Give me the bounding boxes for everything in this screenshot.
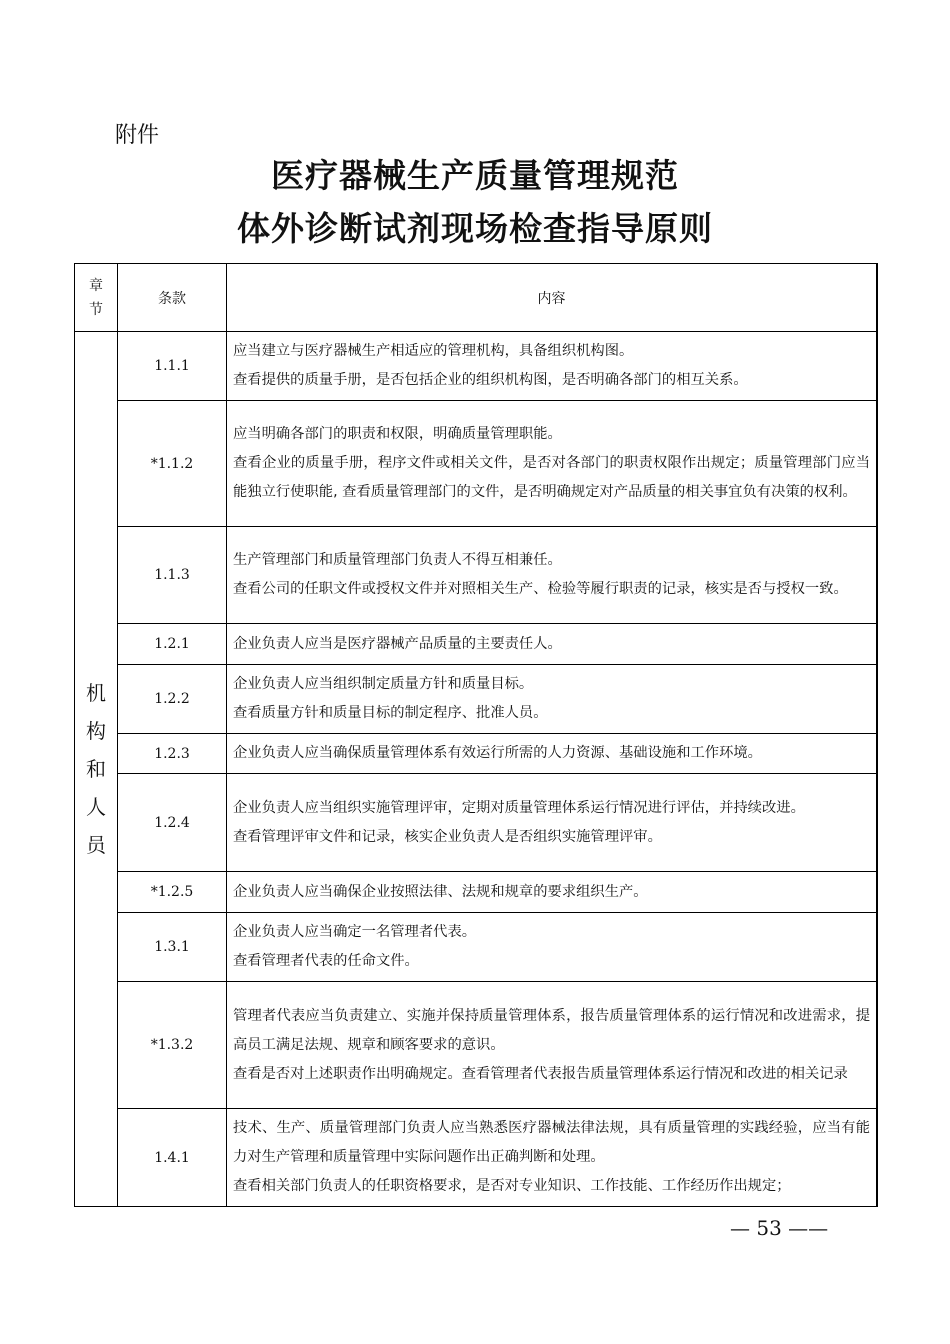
- header-chapter-char: 节: [89, 301, 103, 318]
- content-paragraph: 企业负责人应当组织制定质量方针和质量目标。: [233, 676, 534, 692]
- clause-cell: 1.2.4: [118, 774, 227, 872]
- content-paragraph: 应当建立与医疗器械生产相适应的管理机构，具备组织机构图。: [233, 343, 634, 359]
- header-chapter: [75, 264, 118, 332]
- header-clause: 条款: [118, 264, 227, 332]
- content-cell: [227, 624, 878, 665]
- page-number: — 53 ——: [730, 1216, 829, 1240]
- table-row: [75, 913, 878, 982]
- content-cell: [227, 401, 878, 527]
- chapter-char: 构: [86, 719, 106, 743]
- chapter-char: 人: [86, 795, 106, 819]
- content-cell: [227, 734, 878, 774]
- clause-cell: 1.1.1: [118, 332, 227, 401]
- content-paragraph: 生产管理部门和质量管理部门负责人不得互相兼任。: [233, 552, 562, 568]
- content-paragraph: 企业负责人应当组织实施管理评审，定期对质量管理体系运行情况进行评估，并持续改进。: [233, 799, 805, 816]
- attachment-label: 附件: [115, 123, 160, 148]
- content-cell: [227, 1109, 878, 1207]
- header-content: 内容: [227, 264, 878, 332]
- content-paragraph: 企业负责人应当确定一名管理者代表。: [233, 924, 477, 940]
- clause-cell: 1.1.3: [118, 527, 227, 624]
- content-paragraph: 技术、生产、质量管理部门负责人应当熟悉医疗器械法律法规，具有质量管理的实践经验，应当有能力对生产管理和质量管理中实际问题作出正确判断和处理。: [233, 1120, 870, 1165]
- table-header-row: [75, 264, 878, 332]
- content-paragraph: 查看管理者代表的任命文件。: [233, 953, 419, 969]
- clause-cell: 1.2.3: [118, 734, 227, 774]
- content-paragraph: 查看相关部门负责人的任职资格要求，是否对专业知识、工作技能、工作经历作出规定；: [233, 1178, 791, 1194]
- clause-cell: 1.2.2: [118, 665, 227, 734]
- content-paragraph: 应当明确各部门的职责和权限，明确质量管理职能。: [233, 426, 562, 442]
- content-paragraph: 查看质量方针和质量目标的制定程序、批准人员。: [233, 705, 548, 721]
- content-paragraph: 企业负责人应当是医疗器械产品质量的主要责任人。: [233, 635, 562, 652]
- clause-cell: *1.1.2: [118, 401, 227, 527]
- content-cell: [227, 527, 878, 624]
- table-row: [75, 1109, 878, 1207]
- table-row: [75, 665, 878, 734]
- content-paragraph: 企业负责人应当确保企业按照法律、法规和规章的要求组织生产。: [233, 883, 648, 900]
- chapter-char: 和: [86, 757, 106, 781]
- table-row: [75, 734, 878, 774]
- clause-cell: 1.4.1: [118, 1109, 227, 1207]
- inspection-table: [74, 263, 878, 1207]
- content-cell: [227, 332, 878, 401]
- content-cell: [227, 665, 878, 734]
- clause-cell: 1.3.1: [118, 913, 227, 982]
- document-title-line1: 医疗器械生产质量管理规范: [271, 156, 679, 195]
- table-row: [75, 332, 878, 401]
- content-paragraph: 查看公司的任职文件或授权文件并对照相关生产、检验等履行职责的记录，核实是否与授权一致。: [233, 581, 848, 597]
- content-paragraph: 查看管理评审文件和记录，核实企业负责人是否组织实施管理评审。: [233, 828, 662, 845]
- chapter-char: 机: [86, 681, 106, 705]
- clause-cell: *1.2.5: [118, 872, 227, 913]
- content-cell: [227, 872, 878, 913]
- content-cell: [227, 982, 878, 1109]
- content-cell: [227, 774, 878, 872]
- table-row: [75, 624, 878, 665]
- header-chapter-char: 章: [89, 277, 103, 294]
- content-paragraph: 查看是否对上述职责作出明确规定。查看管理者代表报告质量管理体系运行情况和改进的相关记录: [233, 1065, 848, 1082]
- document-title-line2: 体外诊断试剂现场检查指导原则: [237, 209, 713, 248]
- clause-cell: *1.3.2: [118, 982, 227, 1109]
- content-paragraph: 管理者代表应当负责建立、实施并保持质量管理体系，报告质量管理体系的运行情况和改进需求，提高员工满足法规、规章和顾客要求的意识。: [233, 1007, 870, 1053]
- clause-cell: 1.2.1: [118, 624, 227, 665]
- table-row: [75, 872, 878, 913]
- content-paragraph: 查看提供的质量手册，是否包括企业的组织机构图，是否明确各部门的相互关系。: [233, 372, 748, 388]
- content-paragraph: 企业负责人应当确保质量管理体系有效运行所需的人力资源、基础设施和工作环境。: [233, 745, 762, 761]
- chapter-cell: [75, 332, 118, 1207]
- chapter-char: 员: [86, 833, 106, 857]
- content-cell: [227, 913, 878, 982]
- table-row: [75, 527, 878, 624]
- content-paragraph: 查看企业的质量手册，程序文件或相关文件，是否对各部门的职责权限作出规定；质量管理部门应当能独立行使职能, 查看质量管理部门的文件，是否明确规定对产品质量的相关事宜负有决策的权利。: [233, 455, 870, 500]
- table-row: [75, 401, 878, 527]
- table-row: [75, 982, 878, 1109]
- table-row: [75, 774, 878, 872]
